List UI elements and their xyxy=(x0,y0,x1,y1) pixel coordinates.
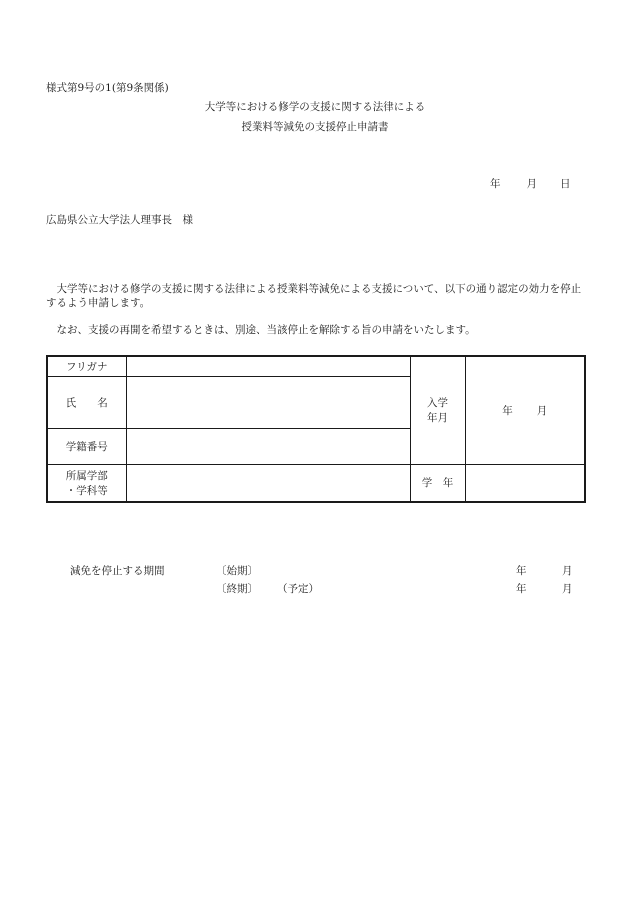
end-year-label: 年 xyxy=(516,583,527,595)
period-planned-note: （予定） xyxy=(277,583,319,595)
enrollment-label xyxy=(410,356,465,464)
addressee: 広島県公立大学法人理事長 様 xyxy=(46,214,193,226)
request-paragraph: 大学等における修学の支援に関する法律による授業料等減免による支援について、以下の通り認定の効力を停止するよう申請します。 xyxy=(46,283,582,309)
suspension-period-label: 減免を停止する期間 xyxy=(70,565,165,577)
enrollment-label-line-1: 入学 xyxy=(427,397,448,410)
period-start-label: 〔始期〕 xyxy=(216,565,258,577)
name-label: 氏 名 xyxy=(47,376,126,428)
enrollment-label-line-2: 年月 xyxy=(427,412,448,425)
applicant-info-table xyxy=(46,355,586,503)
start-year-label: 年 xyxy=(516,565,527,577)
period-end-label: 〔終期〕 xyxy=(216,583,258,595)
name-field[interactable] xyxy=(126,376,410,428)
start-month-label: 月 xyxy=(562,565,573,577)
date-year-label: 年 xyxy=(490,178,501,190)
enrollment-month-label: 月 xyxy=(536,404,548,417)
form-number: 様式第9号の1(第9条関係) xyxy=(46,82,169,94)
faculty-label-line-1: 所属学部 xyxy=(65,469,108,482)
date-month-label: 月 xyxy=(526,178,537,190)
grade-label: 学 年 xyxy=(410,464,465,502)
enrollment-year-label: 年 xyxy=(502,404,513,417)
document-title-line-2: 授業料等減免の支援停止申請書 xyxy=(241,121,389,133)
application-date xyxy=(490,176,571,191)
student-id-label: 学籍番号 xyxy=(47,428,126,464)
student-id-field[interactable] xyxy=(126,428,410,464)
document-title-line-1: 大学等における修学の支援に関する法律による xyxy=(204,101,426,113)
furigana-field[interactable] xyxy=(126,356,410,376)
faculty-field[interactable] xyxy=(126,464,410,502)
faculty-label-line-2: ・学科等 xyxy=(65,484,108,497)
furigana-label: フリガナ xyxy=(47,356,126,376)
date-day-label: 日 xyxy=(560,178,571,190)
resumption-paragraph: なお、支援の再開を希望するときは、別途、当該停止を解除する旨の申請をいたします。 xyxy=(46,324,476,336)
enrollment-date-field[interactable] xyxy=(465,356,585,464)
grade-field[interactable] xyxy=(465,464,585,502)
end-month-label: 月 xyxy=(562,583,573,595)
faculty-label xyxy=(47,464,126,502)
